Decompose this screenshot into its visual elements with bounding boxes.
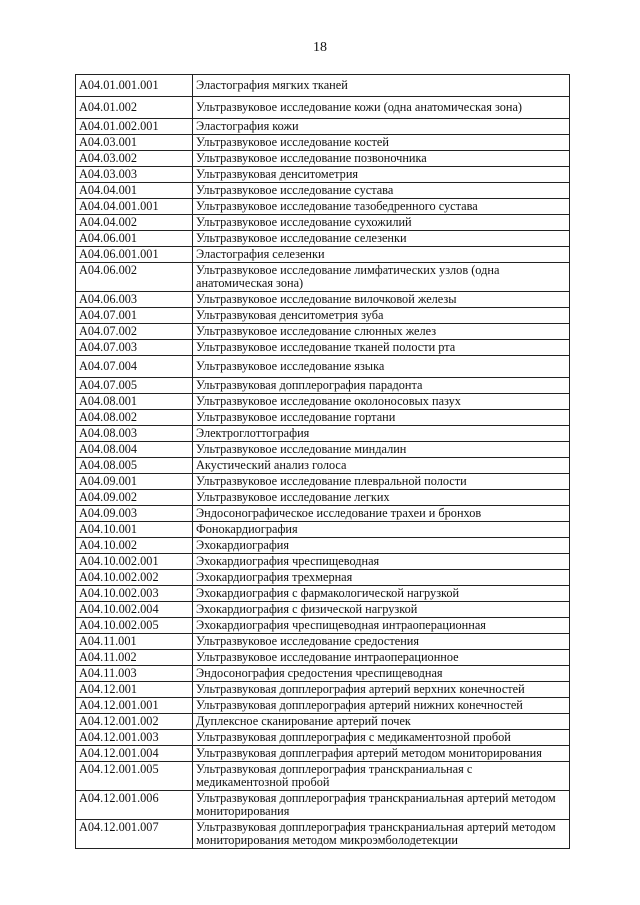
procedure-code: A04.08.005 [76, 458, 193, 474]
table-row [76, 167, 570, 183]
procedure-name: Акустический анализ голоса [193, 458, 570, 474]
table-row [76, 135, 570, 151]
procedure-code: A04.10.002.002 [76, 570, 193, 586]
table-row [76, 247, 570, 263]
procedure-code: A04.08.002 [76, 410, 193, 426]
procedure-name: Эхокардиография [193, 538, 570, 554]
table-row [76, 231, 570, 247]
procedure-name: Ультразвуковое исследование гортани [193, 410, 570, 426]
table-row [76, 442, 570, 458]
procedure-name: Ультразвуковое исследование вилочковой железы [193, 292, 570, 308]
procedure-name: Дуплексное сканирование артерий почек [193, 714, 570, 730]
procedure-code: A04.10.002 [76, 538, 193, 554]
procedure-code: A04.10.002.003 [76, 586, 193, 602]
procedure-code: A04.09.002 [76, 490, 193, 506]
procedure-name: Ультразвуковое исследование средостения [193, 634, 570, 650]
table-row [76, 292, 570, 308]
table-row [76, 538, 570, 554]
procedure-code: A04.12.001.005 [76, 762, 193, 791]
procedure-name: Ультразвуковое исследование лимфатических узлов (одна анатомическая зона) [193, 263, 570, 292]
procedure-name: Ультразвуковая денситометрия зуба [193, 308, 570, 324]
procedure-name: Ультразвуковое исследование тканей полости рта [193, 340, 570, 356]
procedure-name: Ультразвуковое исследование интраоперационное [193, 650, 570, 666]
procedure-code: A04.08.003 [76, 426, 193, 442]
procedure-code: A04.12.001.007 [76, 820, 193, 849]
procedure-code: A04.12.001.003 [76, 730, 193, 746]
procedure-code: A04.07.002 [76, 324, 193, 340]
procedure-code: A04.04.002 [76, 215, 193, 231]
procedure-code: A04.01.002.001 [76, 119, 193, 135]
procedure-code: A04.01.002 [76, 97, 193, 119]
procedure-code: A04.11.003 [76, 666, 193, 682]
table-row [76, 215, 570, 231]
procedure-name: Ультразвуковая допплеграфия артерий методом мониторирования [193, 746, 570, 762]
table-row [76, 263, 570, 292]
procedure-name: Эхокардиография чреспищеводная [193, 554, 570, 570]
table-row [76, 426, 570, 442]
procedure-name: Ультразвуковое исследование языка [193, 356, 570, 378]
procedure-name: Эхокардиография с физической нагрузкой [193, 602, 570, 618]
table-row [76, 682, 570, 698]
procedure-name: Эхокардиография трехмерная [193, 570, 570, 586]
procedure-code: A04.03.001 [76, 135, 193, 151]
procedure-code: A04.06.001.001 [76, 247, 193, 263]
procedure-code: A04.08.004 [76, 442, 193, 458]
table-row [76, 714, 570, 730]
procedure-code: A04.08.001 [76, 394, 193, 410]
table-row [76, 730, 570, 746]
procedure-code: A04.10.002.001 [76, 554, 193, 570]
table-row [76, 378, 570, 394]
table-row [76, 698, 570, 714]
procedure-code: A04.01.001.001 [76, 75, 193, 97]
procedure-code: A04.07.005 [76, 378, 193, 394]
procedure-name: Эхокардиография чреспищеводная интраоперационная [193, 618, 570, 634]
procedure-code: A04.11.001 [76, 634, 193, 650]
table-row [76, 506, 570, 522]
procedure-name: Ультразвуковое исследование сухожилий [193, 215, 570, 231]
procedure-code: A04.12.001.001 [76, 698, 193, 714]
procedure-code: A04.03.002 [76, 151, 193, 167]
procedure-name: Ультразвуковое исследование миндалин [193, 442, 570, 458]
table-row [76, 324, 570, 340]
table-row [76, 791, 570, 820]
procedure-name: Ультразвуковое исследование легких [193, 490, 570, 506]
procedure-code: A04.10.001 [76, 522, 193, 538]
table-row [76, 410, 570, 426]
procedure-name: Эластография мягких тканей [193, 75, 570, 97]
procedure-name: Ультразвуковая допплерография транскраниальная с медикаментозной пробой [193, 762, 570, 791]
procedure-name: Ультразвуковая допплерография артерий верхних конечностей [193, 682, 570, 698]
procedure-code: A04.10.002.004 [76, 602, 193, 618]
procedure-name: Эластография селезенки [193, 247, 570, 263]
table-row [76, 746, 570, 762]
table-row [76, 340, 570, 356]
procedure-name: Ультразвуковое исследование тазобедренного сустава [193, 199, 570, 215]
procedure-name: Эндосонографическое исследование трахеи и бронхов [193, 506, 570, 522]
table-row [76, 183, 570, 199]
procedure-code: A04.12.001.002 [76, 714, 193, 730]
table-row [76, 602, 570, 618]
procedure-name: Фонокардиография [193, 522, 570, 538]
procedure-name: Ультразвуковое исследование слюнных желез [193, 324, 570, 340]
procedure-name: Эхокардиография с фармакологической нагрузкой [193, 586, 570, 602]
procedure-code: A04.11.002 [76, 650, 193, 666]
procedure-name: Ультразвуковая денситометрия [193, 167, 570, 183]
procedure-code: A04.06.002 [76, 263, 193, 292]
procedure-code: A04.07.003 [76, 340, 193, 356]
procedure-name: Ультразвуковая допплерография парадонта [193, 378, 570, 394]
table-row [76, 458, 570, 474]
table-row [76, 762, 570, 791]
procedure-code: A04.04.001.001 [76, 199, 193, 215]
procedure-name: Эластография кожи [193, 119, 570, 135]
procedure-name: Ультразвуковая допплерография транскраниальная артерий методом мониторирования методом микроэмболодетекции [193, 820, 570, 849]
procedure-name: Ультразвуковое исследование кожи (одна анатомическая зона) [193, 97, 570, 119]
table-row [76, 666, 570, 682]
procedure-table-body [76, 75, 570, 849]
procedure-name: Ультразвуковое исследование сустава [193, 183, 570, 199]
table-row [76, 474, 570, 490]
table-row [76, 586, 570, 602]
table-row [76, 618, 570, 634]
procedure-table [75, 74, 570, 849]
procedure-code: A04.04.001 [76, 183, 193, 199]
table-row [76, 75, 570, 97]
procedure-name: Ультразвуковая допплерография с медикаментозной пробой [193, 730, 570, 746]
table-row [76, 199, 570, 215]
procedure-name: Эндосонография средостения чреспищеводная [193, 666, 570, 682]
procedure-name: Ультразвуковая допплерография артерий нижних конечностей [193, 698, 570, 714]
table-row [76, 522, 570, 538]
procedure-code: A04.12.001.004 [76, 746, 193, 762]
table-row [76, 634, 570, 650]
procedure-name: Ультразвуковое исследование костей [193, 135, 570, 151]
procedure-code: A04.10.002.005 [76, 618, 193, 634]
procedure-code: A04.06.003 [76, 292, 193, 308]
procedure-name: Ультразвуковое исследование селезенки [193, 231, 570, 247]
procedure-code: A04.09.001 [76, 474, 193, 490]
table-row [76, 308, 570, 324]
procedure-name: Ультразвуковое исследование околоносовых пазух [193, 394, 570, 410]
procedure-code: A04.06.001 [76, 231, 193, 247]
procedure-name: Ультразвуковая допплерография транскраниальная артерий методом мониторирования [193, 791, 570, 820]
procedure-code: A04.12.001 [76, 682, 193, 698]
table-row [76, 356, 570, 378]
table-row [76, 119, 570, 135]
procedure-code: A04.09.003 [76, 506, 193, 522]
table-row [76, 650, 570, 666]
page-number: 18 [313, 40, 327, 55]
procedure-code: A04.07.004 [76, 356, 193, 378]
table-row [76, 97, 570, 119]
table-row [76, 570, 570, 586]
procedure-code: A04.03.003 [76, 167, 193, 183]
table-row [76, 394, 570, 410]
table-row [76, 151, 570, 167]
table-row [76, 820, 570, 849]
procedure-code: A04.07.001 [76, 308, 193, 324]
procedure-name: Электроглоттография [193, 426, 570, 442]
procedure-name: Ультразвуковое исследование плевральной полости [193, 474, 570, 490]
table-row [76, 490, 570, 506]
procedure-code: A04.12.001.006 [76, 791, 193, 820]
table-row [76, 554, 570, 570]
procedure-name: Ультразвуковое исследование позвоночника [193, 151, 570, 167]
